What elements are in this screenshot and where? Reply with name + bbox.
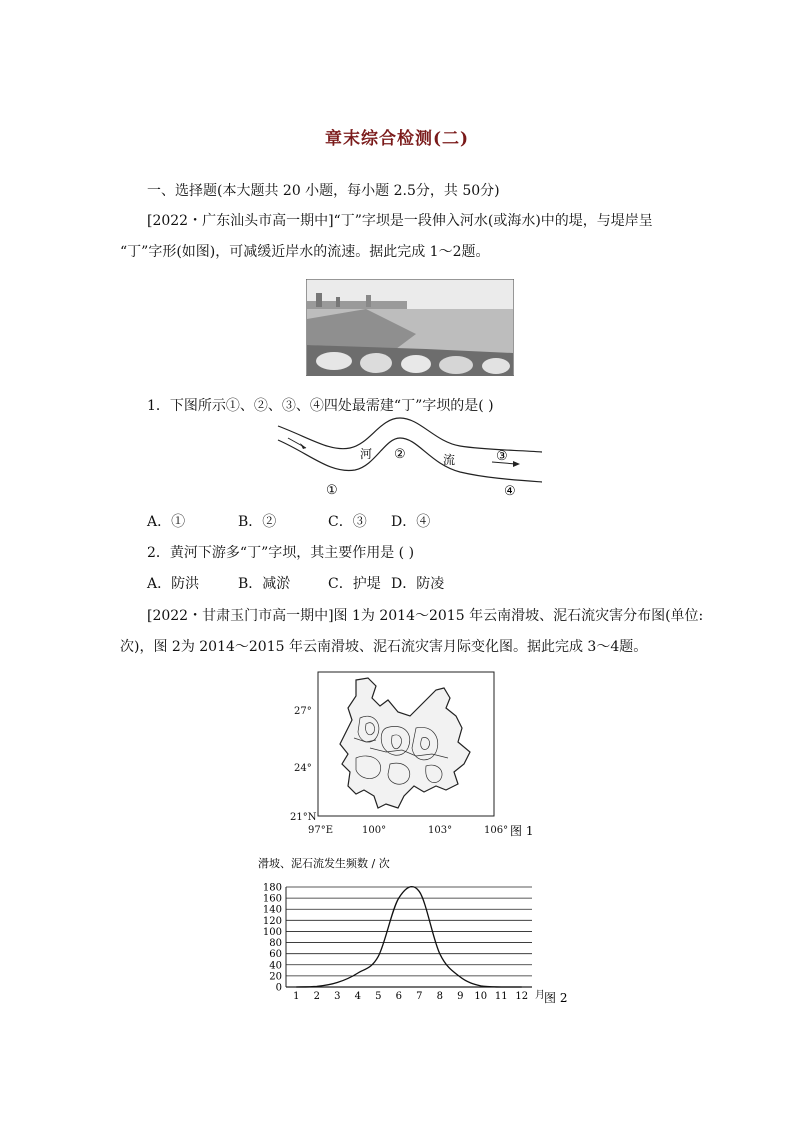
x-tick-label: 6 xyxy=(395,991,402,1002)
intro2-line2: 次)，图 2为 2014～2015 年云南滑坡、泥石流灾害月际变化图。据此完成 3～4题。 xyxy=(120,639,648,655)
x-tick-label: 1 xyxy=(293,991,300,1002)
intro1-line1: [2022・广东汕头市高一期中]“丁”字坝是一段伸入河水(或海水)中的堤，与堤岸呈 xyxy=(147,213,653,229)
marker-4: ④ xyxy=(504,484,516,499)
river-char-he: 河 xyxy=(360,447,373,461)
q2-option-b: B．减淤 xyxy=(238,576,291,592)
x-tick-label: 3 xyxy=(334,991,341,1002)
marker-3: ③ xyxy=(496,449,508,464)
q1-option-a: A．① xyxy=(147,514,186,530)
q2-option-d: D．防凌 xyxy=(391,576,445,592)
x-tick-label: 5 xyxy=(375,991,382,1002)
lat-label-21: 21°N xyxy=(290,812,317,823)
q2-option-a: A．防洪 xyxy=(147,576,200,592)
y-tick-label: 140 xyxy=(262,904,282,916)
lon-label-97: 97°E xyxy=(308,825,334,836)
x-tick-label: 7 xyxy=(416,991,423,1002)
river-char-liu: 流 xyxy=(443,453,456,467)
monthly-disaster-chart xyxy=(252,852,582,1007)
y-tick-label: 180 xyxy=(262,882,282,894)
river-diagram xyxy=(270,412,550,502)
y-tick-label: 120 xyxy=(262,915,282,927)
y-tick-label: 60 xyxy=(269,949,282,961)
yunnan-map-figure xyxy=(286,668,546,838)
lon-label-103: 103° xyxy=(428,825,453,836)
chart-xlabel: 月 xyxy=(535,990,545,1001)
marker-2: ② xyxy=(394,447,406,462)
y-tick-label: 80 xyxy=(269,938,282,950)
fig2-caption: 图 2 xyxy=(544,991,568,1005)
x-tick-label: 4 xyxy=(354,991,361,1002)
x-tick-label: 8 xyxy=(436,991,443,1002)
q1-option-d: D．④ xyxy=(391,514,431,530)
q1-stem: 1．下图所示①、②、③、④四处最需建“丁”字坝的是( ) xyxy=(147,398,494,414)
intro2-line1: [2022・甘肃玉门市高一期中]图 1为 2014～2015 年云南滑坡、泥石流灾害分布图(单位: xyxy=(147,608,704,624)
y-tick-label: 160 xyxy=(262,893,282,905)
x-tick-label: 2 xyxy=(313,991,320,1002)
series-curve xyxy=(296,887,522,987)
page-title: 章末综合检测(二) xyxy=(324,129,470,149)
lat-label-27: 27° xyxy=(294,706,312,717)
x-tick-label: 12 xyxy=(515,991,529,1002)
x-tick-label: 11 xyxy=(494,991,508,1002)
x-tick-label: 9 xyxy=(457,991,464,1002)
y-tick-label: 40 xyxy=(269,960,282,972)
marker-1: ① xyxy=(326,483,338,498)
lat-label-24: 24° xyxy=(294,763,312,774)
q2-stem: 2．黄河下游多“丁”字坝，其主要作用是 ( ) xyxy=(147,545,415,561)
q1-option-b: B．② xyxy=(238,514,277,530)
lon-label-100: 100° xyxy=(362,825,387,836)
section-heading: 一、选择题(本大题共 20 小题，每小题 2.5分，共 50分) xyxy=(147,183,500,199)
y-tick-label: 0 xyxy=(275,982,282,994)
y-tick-label: 100 xyxy=(262,926,282,938)
fig1-caption: 图 1 xyxy=(510,824,534,838)
dam-photo xyxy=(306,279,514,376)
y-tick-label: 20 xyxy=(269,971,282,983)
q1-option-c: C．③ xyxy=(328,514,367,530)
lon-label-106: 106° xyxy=(484,825,509,836)
intro1-line2: “丁”字形(如图)，可减缓近岸水的流速。据此完成 1～2题。 xyxy=(120,244,490,260)
x-tick-label: 10 xyxy=(474,991,488,1002)
q2-option-c: C．护堤 xyxy=(328,576,381,592)
chart-ylabel: 滑坡、泥石流发生频数 / 次 xyxy=(258,857,390,870)
